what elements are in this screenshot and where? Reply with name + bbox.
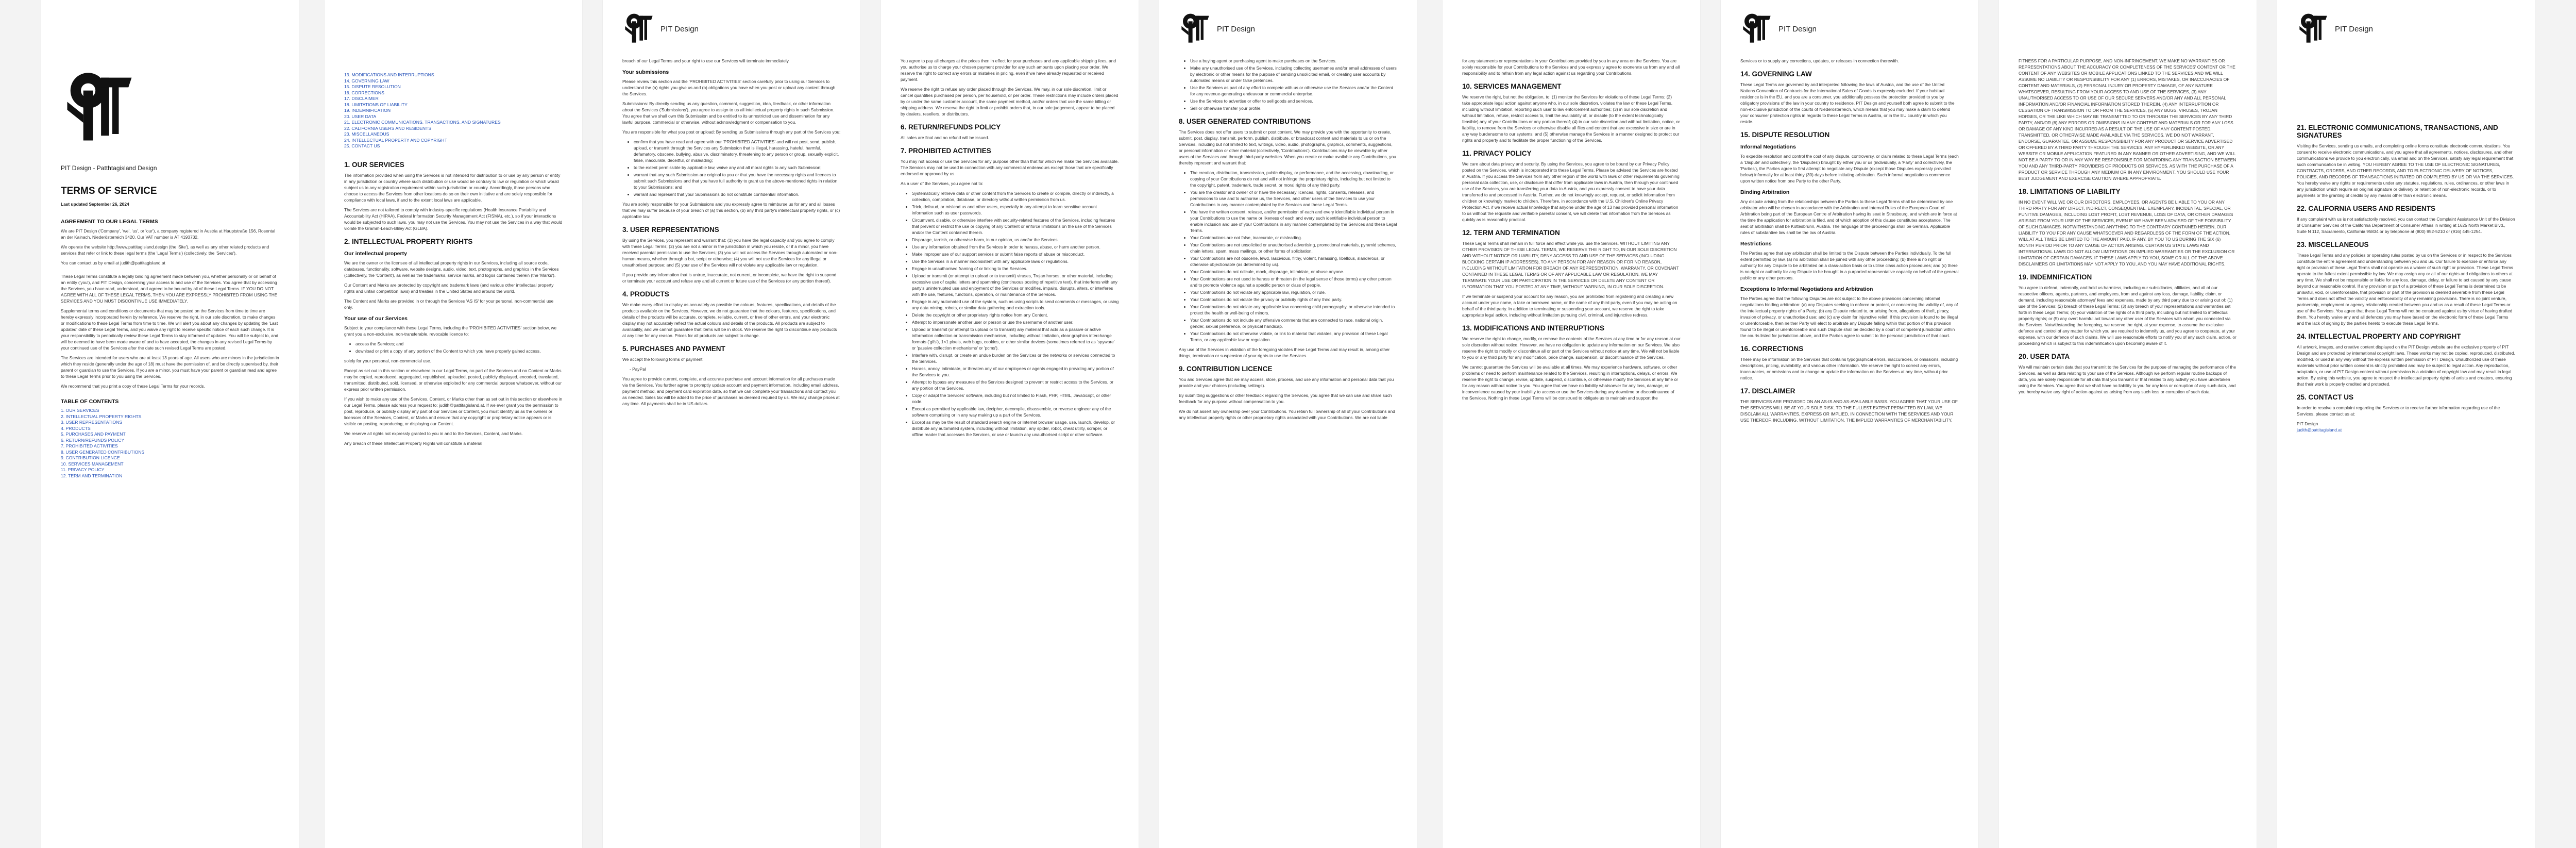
list-item: • Attempt to impersonate another user or person or use the username of another user. [912,319,1119,325]
section-heading: 25. CONTACT US [2297,393,2354,401]
list-item: • Your Contributions do not violate any applicable law concerning child pornography, or otherwise intended to protect the health or well-being of minors. [1190,304,1397,316]
list-item: • Circumvent, disable, or otherwise interfere with security-related features of the Services, including features that prevent or restrict the use or copying of any Content or enforce limitations on the use of the Services and/or the Content contained therein. [912,217,1119,236]
section-heading: 10. SERVICES MANAGEMENT [1462,82,1562,90]
toc-link[interactable]: 6. RETURN/REFUNDS POLICY [61,437,125,443]
list-item: • Interfere with, disrupt, or create an undue burden on the Services or the networks or services connected to the Services. [912,352,1119,364]
list-item: • Attempt to bypass any measures of the Services designed to prevent or restrict access to the Services, or any portion of the Services. [912,379,1119,391]
toc-link[interactable]: 14. GOVERNING LAW [344,78,389,84]
document-page-8 [1999,0,2257,848]
paragraph: Any breach of these Intellectual Property Rights will constitute a material [344,440,483,446]
paragraph: The Parties agree that the following Disputes are not subject to the above provisions concerning informal negotiations binding arbitration: (a) any Disputes seeking to enforce or protect, or concerning the validity of, any of the intellectual property rights of a Party; (b) any Dispute related to, or arising from, allegations of theft, piracy, invasion of privacy, or unauthorised use; and (c) any claim for injunctive relief. If this provision is found to be illegal or unenforceable, then neither Party will elect to arbitrate any Dispute falling within that portion of this provision found to be illegal or unenforceable and such Dispute shall be decided by a court of competent jurisdiction within the courts listed for jurisdiction above, and the Parties agree to submit to the personal jurisdiction of that court. [1740,296,1958,338]
subsection-heading: Binding Arbitration [1740,189,1790,195]
pit-logo-icon [61,70,138,147]
list-item: • Delete the copyright or other proprietary rights notice from any Content. [912,312,1119,318]
document-page-9 [2277,0,2535,848]
paragraph: To expedite resolution and control the cost of any dispute, controversy, or claim related to these Legal Terms (each a 'Dispute' and collectively, the 'Disputes') brought by either you or us (individually, a 'Party' and collectively, the 'Parties'), the Parties agree to first attempt to negotiate any Dispute (except those Disputes expressly provided below) informally for at least thirty (30) days before initiating arbitration. Such informal negotiations commence upon written notice from one Party to the other Party. [1740,154,1959,184]
paragraph: By using the Services, you represent and warrant that: (1) you have the legal capacity and you agree to comply with these Legal Terms; (2) you are not a minor in the jurisdiction in which you reside, or if a minor, you have received parental permission to use the Services; (3) you will not access the Services through automated or non-human means, whether through a bot, script or otherwise; (4) you will not use the Services for any illegal or unauthorised purpose; and (5) your use of the Services will not violate any applicable law or regulation. [622,238,838,268]
toc-link[interactable]: 16. CORRECTIONS [344,90,384,95]
brand-name: PIT Design [1217,24,1255,34]
list-item: • Trick, defraud, or mislead us and other users, especially in any attempt to learn sensitive account information such as user passwords. [912,204,1119,216]
list-item: • Upload or transmit (or attempt to upload or to transmit) viruses, Trojan horses, or other material, including excessive use of capital letters and spamming (continuous posting of repetitive text), that interferes with any party's uninterrupted use and enjoyment of the Services or modifies, impairs, disrupts, alters, or interferes with the use, features, functions, operation, or maintenance of the Services. [912,273,1119,297]
paragraph: We will maintain certain data that you transmit to the Services for the purpose of managing the performance of the Services, as well as data relating to your use of the Services. Although we perform regular routine backups of data, you are solely responsible for all data that you transmit or that relates to any activity you have undertaken using the Services. You agree that we shall have no liability to you for any loss or corruption of any such data, and you hereby waive any right of action against us arising from any such loss or corruption of such data. [2019,364,2236,394]
document-page-1 [41,0,299,848]
toc-link[interactable]: 25. CONTACT US [344,143,380,148]
list-item: • Engage in any automated use of the system, such as using scripts to send comments or messages, or using any data mining, robots, or similar data gathering and extraction tools. [912,298,1119,311]
section-heading: 14. GOVERNING LAW [1740,70,1812,78]
list-item: • Your Contributions are not obscene, lewd, lascivious, filthy, violent, harassing, libellous, slanderous, or otherwise objectionable (as determined by us). [1190,255,1397,268]
paragraph: Subject to your compliance with these Legal Terms, including the 'PROHIBITED ACTIVITIES' section below, we grant you a non-exclusive, non-transferable, revocable licence to: [344,325,557,337]
section-heading: 5. PURCHASES AND PAYMENT [622,345,725,353]
toc-link[interactable]: 1. OUR SERVICES [61,408,99,413]
paragraph: As a user of the Services, you agree not to: [901,181,984,186]
paragraph: We recommend that you print a copy of these Legal Terms for your records. [61,384,205,389]
pit-logo-icon [1179,12,1212,45]
subsection-heading: Your use of our Services [344,315,408,322]
paragraph: These Legal Terms and any policies or operating rules posted by us on the Services or in respect to the Services constitute the entire agreement and understanding between you and us. Our failure to exercise or enforce any right or provision of these Legal Terms shall not operate as a waiver of such right or provision. These Legal Terms operate to the fullest extent permissible by law. We may assign any or all of our rights and obligations to others at any time. We shall not be responsible or liable for any loss, damage, delay, or failure to act caused by any cause beyond our reasonable control. If any provision or part of a provision of these Legal Terms is determined to be unlawful, void, or unenforceable, that provision or part of the provision is deemed severable from these Legal Terms and does not affect the validity and enforceability of any remaining provisions. There is no joint venture, partnership, employment or agency relationship created between you and us as a result of these Legal Terms or use of the Services. You agree that these Legal Terms will not be construed against us by virtue of having drafted them. You hereby waive any and all defences you may have based on the electronic form of these Legal Terms and the lack of signing by the parties hereto to execute these Legal Terms. [2297,253,2513,326]
list-item: • You have the written consent, release, and/or permission of each and every identifiable individual person in your Contributions to use the name or likeness of each and every such identifiable individual person to enable inclusion and use of your Contributions in any manner contemplated by the Services and these Legal Terms. [1190,209,1397,234]
paragraph: If we terminate or suspend your account for any reason, you are prohibited from registering and creating a new account under your name, a fake or borrowed name, or the name of any third party, even if you may be acting on behalf of the third party. In addition to terminating or suspending your account, we reserve the right to take appropriate legal action, including without limitation pursuing civil, criminal, and injunctive redress. [1462,294,1677,318]
paragraph: In order to resolve a complaint regarding the Services or to receive further information regarding use of the Services, please contact us at: [2297,405,2500,417]
toc-link[interactable]: 18. LIMITATIONS OF LIABILITY [344,102,408,107]
paragraph: Except as set out in this section or elsewhere in our Legal Terms, no part of the Services and no Content or Marks may be copied, reproduced, aggregated, republished, uploaded, posted, publicly displayed, encoded, translated, transmitted, distributed, sold, licensed, or otherwise exploited for any commercial purpose whatsoever, without our express prior written permission. [344,368,562,392]
paragraph: We reserve all rights not expressly granted to you in and to the Services, Content, and Marks. [344,430,523,436]
paragraph: The Services does not offer users to submit or post content. We may provide you with the opportunity to create, submit, post, display, transmit, perform, publish, distribute, or broadcast content and materials to us or on the Services, including but not limited to text, writings, video, audio, photographs, graphics, comments, suggestions, or personal information or other material (collectively, 'Contributions'). Contributions may be viewable by other users of the Services and through third-party websites. When you create or make available any Contributions, you thereby represent and warrant that: [1179,129,1396,165]
paragraph: There may be information on the Services that contains typographical errors, inaccuracies, or omissions, including descriptions, pricing, availability, and various other information. We reserve the right to correct any errors, inaccuracies, or omissions and to change or update the information on the Services at any time, without prior notice. [1740,357,1958,380]
last-updated: Last updated September 26, 2024 [61,202,129,207]
paragraph: You and Services agree that we may access, store, process, and use any information and personal data that you provide and your choices (including settings). [1179,377,1394,388]
paragraph: You may not access or use the Services for any purpose other than that for which we make the Services available. The Services may not be used in connection with any commercial endeavours except those that are specifically endorsed or approved by us. [901,159,1119,176]
list-item: • Use any information obtained from the Services in order to harass, abuse, or harm another person. [912,244,1119,250]
contact-email-link[interactable]: judith@pattitagisland.at [2297,427,2342,433]
toc-link[interactable]: 10. SERVICES MANAGEMENT [61,461,124,467]
paragraph: solely for your personal, non-commercial use. [344,358,431,363]
paragraph: These Legal Terms shall remain in full force and effect while you use the Services. WITHOUT LIMITING ANY OTHER PROVISION OF THESE LEGAL TERMS, WE RESERVE THE RIGHT TO, IN OUR SOLE DISCRETION AND WITHOUT NOTICE OR LIABILITY, DENY ACCESS TO AND USE OF THE SERVICES (INCLUDING BLOCKING CERTAIN IP ADDRESSES), TO ANY PERSON FOR ANY REASON OR FOR NO REASON, INCLUDING WITHOUT LIMITATION FOR BREACH OF ANY REPRESENTATION, WARRANTY, OR COVENANT CONTAINED IN THESE LEGAL TERMS OR OF ANY APPLICABLE LAW OR REGULATION. WE MAY TERMINATE YOUR USE OR PARTICIPATION IN THE SERVICES OR DELETE ANY CONTENT OR INFORMATION THAT YOU POSTED AT ANY TIME, WITHOUT WARNING, IN OUR SOLE DISCRETION. [1462,241,1679,289]
toc-link[interactable]: 2. INTELLECTUAL PROPERTY RIGHTS [61,413,142,419]
paragraph: FITNESS FOR A PARTICULAR PURPOSE, AND NON-INFRINGEMENT. WE MAKE NO WARRANTIES OR REPRESENTATIONS ABOUT THE ACCURACY OR COMPLETENESS OF THE SERVICES' CONTENT OR THE CONTENT OF ANY WEBSITES OR MOBILE APPLICATIONS LINKED TO THE SERVICES AND WE WILL ASSUME NO LIABILITY OR RESPONSIBILITY FOR ANY (1) ERRORS, MISTAKES, OR INACCURACIES OF CONTENT AND MATERIALS, (2) PERSONAL INJURY OR PROPERTY DAMAGE, OF ANY NATURE WHATSOEVER, RESULTING FROM YOUR ACCESS TO AND USE OF THE SERVICES, (3) ANY UNAUTHORISED ACCESS TO OR USE OF OUR SECURE SERVERS AND/OR ANY AND ALL PERSONAL INFORMATION AND/OR FINANCIAL INFORMATION STORED THEREIN, (4) ANY INTERRUPTION OR CESSATION OF TRANSMISSION TO OR FROM THE SERVICES, (5) ANY BUGS, VIRUSES, TROJAN HORSES, OR THE LIKE WHICH MAY BE TRANSMITTED TO OR THROUGH THE SERVICES BY ANY THIRD PARTY, AND/OR (6) ANY ERRORS OR OMISSIONS IN ANY CONTENT AND MATERIALS OR FOR ANY LOSS OR DAMAGE OF ANY KIND INCURRED AS A RESULT OF THE USE OF ANY CONTENT POSTED, TRANSMITTED, OR OTHERWISE MADE AVAILABLE VIA THE SERVICES. WE DO NOT WARRANT, ENDORSE, GUARANTEE, OR ASSUME RESPONSIBILITY FOR ANY PRODUCT OR SERVICE ADVERTISED OR OFFERED BY A THIRD PARTY THROUGH THE SERVICES, ANY HYPERLINKED WEBSITE, OR ANY WEBSITE OR MOBILE APPLICATION FEATURED IN ANY BANNER OR OTHER ADVERTISING, AND WE WILL NOT BE A PARTY TO OR IN ANY WAY BE RESPONSIBLE FOR MONITORING ANY TRANSACTION BETWEEN YOU AND ANY THIRD-PARTY PROVIDERS OF PRODUCTS OR SERVICES. AS WITH THE PURCHASE OF A PRODUCT OR SERVICE THROUGH ANY MEDIUM OR IN ANY ENVIRONMENT, YOU SHOULD USE YOUR BEST JUDGEMENT AND EXERCISE CAUTION WHERE APPROPRIATE. [2019,58,2236,181]
paragraph: Supplemental terms and conditions or documents that may be posted on the Services from time to time are hereby expressly incorporated herein by reference. We reserve the right, in our sole discretion, to make changes or modifications to these Legal Terms from time to time. We will alert you about any changes by updating the 'Last updated' date of these Legal Terms, and you waive any right to receive specific notice of each such change. It is your responsibility to periodically review these Legal Terms to stay informed of updates. You will be subject to, and will be deemed to have been made aware of and to have accepted, the changes in any revised Legal Terms by your continued use of the Services after the date such revised Legal Terms are posted. [61,308,279,351]
list-item: • Systematically retrieve data or other content from the Services to create or compile, directly or indirectly, a collection, compilation, database, or directory without written permission from us. [912,190,1119,203]
paragraph: Services or to supply any corrections, updates, or releases in connection therewith. [1740,58,1899,63]
list-item: • Your Contributions are not used to harass or threaten (in the legal sense of those terms) any other person and to promote violence against a specific person or class of people. [1190,276,1397,288]
list-item: • Your Contributions are not false, inaccurate, or misleading. [1190,235,1397,241]
paragraph: We reserve the right to refuse any order placed through the Services. We may, in our sole discretion, limit or cancel quantities purchased per person, per household, or per order. These restrictions may include orders placed by or under the same customer account, the same payment method, and/or orders that use the same billing or shipping address. We reserve the right to limit or prohibit orders that, in our sole judgement, appear to be placed by dealers, resellers, or distributors. [901,87,1118,117]
subsection-heading: Your submissions [622,69,669,75]
toc-link[interactable]: 12. TERM AND TERMINATION [61,473,123,478]
list-item: • Copy or adapt the Services' software, including but not limited to Flash, PHP, HTML, JavaScript, or other code. [912,392,1119,405]
document-page-5 [1159,0,1417,848]
list-item: • warrant that any such Submission are original to you or that you have the necessary rights and licences to submit such Submissions and that you have full authority to grant us the above-mentioned rights in relation to your Submissions; and [634,172,841,190]
section-heading: 17. DISCLAIMER [1740,387,1795,395]
toc-link[interactable]: 24. INTELLECTUAL PROPERTY AND COPYRIGHT [344,137,447,143]
paragraph: We cannot guarantee the Services will be available at all times. We may experience hardware, software, or other problems or need to perform maintenance related to the Services, resulting in interruptions, delays, or errors. We reserve the right to change, revise, update, suspend, discontinue, or otherwise modify the Services at any time or for any reason without notice to you. You agree that we have no liability whatsoever for any loss, damage, or inconvenience caused by your inability to access or use the Services during any downtime or discontinuance of the Services. Nothing in these Legal Terms will be construed to obligate us to maintain and support the [1462,364,1678,401]
paragraph: We care about data privacy and security. By using the Services, you agree to be bound by our Privacy Policy posted on the Services, which is incorporated into these Legal Terms. Please be advised the Services are hosted in Austria. If you access the Services from any other region of the world with laws or other requirements governing personal data collection, use, or disclosure that differ from applicable laws in Austria, then through your continued use of the Services, you are transferring your data to Austria, and you expressly consent to have your data transferred to and processed in Austria. Further, we do not knowingly accept, request, or solicit information from children or knowingly market to children. Therefore, in accordance with the U.S. Children's Online Privacy Protection Act, if we receive actual knowledge that anyone under the age of 13 has provided personal information to us without the requisite and verifiable parental consent, we will delete that information from the Services as quickly as is reasonably practical. [1462,161,1680,222]
payment-method: - PayPal [630,367,646,372]
page-header [622,0,841,58]
paragraph: Our Content and Marks are protected by copyright and trademark laws (and various other intellectual property rights and unfair competition laws) and treaties in the United States and around the world. [344,282,554,294]
paragraph: You agree to pay all charges at the prices then in effect for your purchases and any applicable shipping fees, and you authorise us to charge your chosen payment provider for any such amounts upon placing your order. We reserve the right to correct any errors or mistakes in pricing, even if we have already requested or received payment. [901,58,1116,82]
section-heading: 15. DISPUTE RESOLUTION [1740,131,1830,139]
list-item: • Use the Services in a manner inconsistent with any applicable laws or regulations. [912,258,1119,264]
contact-name: PIT Design [2297,421,2318,426]
paragraph: All artwork, images, and creative content displayed on the PIT Design website are the exclusive property of PIT Design and are protected by international copyright laws. These works may not be copied, reproduced, distributed, modified, or used in any way without the express written permission of PIT Design. Unauthorized use of these materials without prior written consent is strictly prohibited and may be subject to legal action. Any reproduction, adaptation, or use of PIT Design content without permission is a violation of copyright law and may result in legal action. By using this website, you agree to respect the intellectual property rights of artists and creators, ensuring that their work is properly credited and protected. [2297,344,2515,387]
page-header [1179,0,1397,58]
section-heading: 7. PROHIBITED ACTIVITIES [901,147,991,155]
list-item: • warrant and represent that your Submissions do not constitute confidential information. [634,191,841,197]
paragraph: We are PIT Design ('Company', 'we', 'us', or 'our'), a company registered in Austria at Hauptstraße 156, Rosental an der Kainach, Niederösterreich 3420. Our VAT number is AT 4193732. [61,228,276,240]
section-heading: 13. MODIFICATIONS AND INTERRUPTIONS [1462,324,1605,332]
document-page-2 [325,0,582,848]
list-item: • Your Contributions do not violate the privacy or publicity rights of any third party. [1190,296,1397,303]
list-item: • Except as permitted by applicable law, decipher, decompile, disassemble, or reverse engineer any of the software comprising or in any way making up a part of the Services. [912,406,1119,418]
paragraph: IN NO EVENT WILL WE OR OUR DIRECTORS, EMPLOYEES, OR AGENTS BE LIABLE TO YOU OR ANY THIRD PARTY FOR ANY DIRECT, INDIRECT, CONSEQUENTIAL, EXEMPLARY, INCIDENTAL, SPECIAL, OR PUNITIVE DAMAGES, INCLUDING LOST PROFIT, LOST REVENUE, LOSS OF DATA, OR OTHER DAMAGES ARISING FROM YOUR USE OF THE SERVICES, EVEN IF WE HAVE BEEN ADVISED OF THE POSSIBILITY OF SUCH DAMAGES. NOTWITHSTANDING ANYTHING TO THE CONTRARY CONTAINED HEREIN, OUR LIABILITY TO YOU FOR ANY CAUSE WHATSOEVER AND REGARDLESS OF THE FORM OF THE ACTION, WILL AT ALL TIMES BE LIMITED TO THE AMOUNT PAID, IF ANY, BY YOU TO US DURING THE SIX (6) MONTH PERIOD PRIOR TO ANY CAUSE OF ACTION ARISING. CERTAIN US STATE LAWS AND INTERNATIONAL LAWS DO NOT ALLOW LIMITATIONS ON IMPLIED WARRANTIES OR THE EXCLUSION OR LIMITATION OF CERTAIN DAMAGES. IF THESE LAWS APPLY TO YOU, SOME OR ALL OF THE ABOVE DISCLAIMERS OR LIMITATIONS MAY NOT APPLY TO YOU, AND YOU MAY HAVE ADDITIONAL RIGHTS. [2019,199,2235,267]
paragraph: We accept the following forms of payment: [622,357,704,362]
list-item: • Your Contributions do not ridicule, mock, disparage, intimidate, or abuse anyone. [1190,269,1397,275]
toc-link[interactable]: 20. USER DATA [344,113,377,119]
document-page-4 [881,0,1139,848]
toc-link[interactable]: 13. MODIFICATIONS AND INTERRUPTIONS [344,72,434,77]
paragraph: Any use of the Services in violation of the foregoing violates these Legal Terms and may result in, among other things, termination or suspension of your rights to use the Services. [1179,347,1390,358]
section-heading: 1. OUR SERVICES [344,160,404,169]
toc-link[interactable]: 21. ELECTRONIC COMMUNICATIONS, TRANSACTIONS, AND SIGNATURES [344,120,501,125]
section-heading: 20. USER DATA [2019,353,2070,360]
brand-name: PIT Design [660,24,699,34]
toc-link[interactable]: 17. DISCLAIMER [344,96,379,101]
list-item: • Disparage, tarnish, or otherwise harm, in our opinion, us and/or the Services. [912,237,1119,243]
list-item: • Except as may be the result of standard search engine or Internet browser usage, use, launch, develop, or distribute any automated system, including without limitation, any spider, robot, cheat utility, scraper, or offline reader that accesses the Services, or use or launch any unauthorised script or other software. [912,419,1119,438]
subsection-heading: Our intellectual property [344,250,407,257]
bullet-list [901,190,1119,438]
pit-logo-icon [2297,12,2330,45]
toc-link[interactable]: 9. CONTRIBUTION LICENCE [61,455,120,460]
paragraph: The Services are not tailored to comply with industry-specific regulations (Health Insurance Portability and Accountability Act (HIPAA), Federal Information Security Management Act (FISMA), etc.), so if your interactions would be subjected to such laws, you may not use the Services. You may not use the Services in a way that would violate the Gramm-Leach-Bliley Act (GLBA). [344,207,563,231]
bullet-list [622,139,841,197]
toc-heading: TABLE OF CONTENTS [61,398,119,405]
brand-name: PIT Design [1778,24,1817,34]
page-header [2297,0,2515,58]
list-item: • Upload or transmit (or attempt to upload or to transmit) any material that acts as a passive or active information collection or transmission mechanism, including without limitation, clear graphics interchange formats ('gifs'), 1×1 pixels, web bugs, cookies, or other similar devices (sometimes referred to as 'spyware' or 'passive collection mechanisms' or 'pcms'). [912,326,1119,351]
paragraph: The information provided when using the Services is not intended for distribution to or use by any person or entity in any jurisdiction or country where such distribution or use would be contrary to law or regulation or which would subject us to any registration requirement within such jurisdiction or country. Accordingly, those persons who choose to access the Services from other locations do so on their own initiative and are solely responsible for compliance with local laws, if and to the extent local laws are applicable. [344,172,561,203]
paragraph: Submissions: By directly sending us any question, comment, suggestion, idea, feedback, or other information about the Services ('Submissions'), you agree to assign to us all intellectual property rights in such Submission. You agree that we shall own this Submission and be entitled to its unrestricted use and dissemination for any lawful purpose, commercial or otherwise, without acknowledgment or compensation to you. [622,101,835,125]
list-item: • Harass, annoy, intimidate, or threaten any of our employees or agents engaged in providing any portion of the Services to you. [912,365,1119,378]
toc-link[interactable]: 7. PROHIBITED ACTIVITIES [61,443,118,448]
paragraph: We are the owner or the licensee of all intellectual property rights in our Services, including all source code, databases, functionality, software, website designs, audio, video, text, photographs, and graphics in the Services (collectively, the 'Content'), as well as the trademarks, service marks, and logos contained therein (the 'Marks'). [344,260,559,278]
paragraph: These Legal Terms constitute a legally binding agreement made between you, whether personally or on behalf of an entity ('you'), and PIT Design, concerning your access to and use of the Services. You agree that by accessing the Services, you have read, understood, and agreed to be bound by all of these Legal Terms. IF YOU DO NOT AGREE WITH ALL OF THESE LEGAL TERMS, THEN YOU ARE EXPRESSLY PROHIBITED FROM USING THE SERVICES AND YOU MUST DISCONTINUE USE IMMEDIATELY. [61,274,278,304]
paragraph: Any dispute arising from the relationships between the Parties to these Legal Terms shall be determined by one arbitrator who will be chosen in accordance with the Arbitration and Internal Rules of the European Court of Arbitration being part of the European Centre of Arbitration having its seat in Strasbourg, and which are in force at the time the application for arbitration is filed, and of which adoption of this clause constitutes acceptance. The seat of arbitration shall be Kottesbrunn, Austria. The language of the proceedings shall be German. Applicable rules of substantive law shall be the law of Austria. [1740,199,1957,235]
paragraph: We reserve the right, but not the obligation, to: (1) monitor the Services for violations of these Legal Terms; (2) take appropriate legal action against anyone who, in our sole discretion, violates the law or these Legal Terms, including without limitation, reporting such user to law enforcement authorities; (3) in our sole discretion and without limitation, refuse, restrict access to, limit the availability of, or disable (to the extent technologically feasible) any of your Contributions or any portion thereof; (4) in our sole discretion and without limitation, notice, or liability, to remove from the Services or otherwise disable all files and content that are excessive in size or are in any way burdensome to our systems; and (5) otherwise manage the Services in a manner designed to protect our rights and property and to facilitate the proper functioning of the Services. [1462,94,1680,143]
bullet-list [1179,58,1397,111]
section-heading: 22. CALIFORNIA USERS AND RESIDENTS [2297,205,2436,212]
list-item: • confirm that you have read and agree with our 'PROHIBITED ACTIVITIES' and will not post, send, publish, upload, or transmit through the Services any Submission that is illegal, harassing, hateful, harmful, defamatory, obscene, bullying, abusive, discriminatory, threatening to any person or group, sexually explicit, false, inaccurate, deceitful, or misleading; [634,139,841,163]
paragraph: Please review this section and the 'PROHIBITED ACTIVITIES' section carefully prior to using our Services to understand the (a) rights you give us and (b) obligations you have when you post or upload any content through the Services. [622,79,836,96]
paragraph: We operate the website http://www.pattitagisland.design (the 'Site'), as well as any other related products and services that refer or link to these legal terms (the 'Legal Terms') (collectively, the 'Services'). [61,244,269,256]
bullet-list [344,341,563,354]
section-heading: 21. ELECTRONIC COMMUNICATIONS, TRANSACTIONS, AND SIGNATURES [2297,124,2498,139]
brand-logo [61,70,279,160]
paragraph: These Legal Terms are governed by and interpreted following the laws of Austria, and the use of the United Nations Convention of Contracts for the International Sales of Goods is expressly excluded. If your habitual residence is in the EU, and you are a consumer, you additionally possess the protection provided to you by obligatory provisions of the law in your country to residence. PIT Design and yourself both agree to submit to the non-exclusive jurisdiction of the courts of Niederösterreich, which means that you may make a claim to defend your consumer protection rights in regards to these Legal Terms in Austria, or in the EU country in which you reside. [1740,82,1955,124]
paragraph: The Parties agree that any arbitration shall be limited to the Dispute between the Parties individually. To the full extent permitted by law, (a) no arbitration shall be joined with any other proceeding; (b) there is no right or authority for any Dispute to be arbitrated on a class-action basis or to utilise class action procedures; and (c) there is no right or authority for any Dispute to be brought in a purported representative capacity on behalf of the general public or any other persons. [1740,251,1959,280]
list-item: • download or print a copy of any portion of the Content to which you have properly gained access, [355,348,563,354]
toc-link[interactable]: 8. USER GENERATED CONTRIBUTIONS [61,449,145,455]
paragraph: All sales are final and no refund will be issued. [901,135,989,140]
paragraph: The Content and Marks are provided in or through the Services 'AS IS' for your personal, non-commercial use only. [344,298,554,310]
section-heading: 16. CORRECTIONS [1740,345,1804,353]
section-heading: 8. USER GENERATED CONTRIBUTIONS [1179,118,1311,125]
toc-link[interactable]: 5. PURCHASES AND PAYMENT [61,431,126,437]
document-page-6 [1443,0,1700,848]
list-item: • Sell or otherwise transfer your profile. [1190,105,1397,111]
paragraph: breach of our Legal Terms and your right to use our Services will terminate immediately. [622,58,790,63]
paragraph: By submitting suggestions or other feedback regarding the Services, you agree that we can use and share such feedback for any purpose without compensation to you. [1179,393,1392,404]
subsection-heading: Exceptions to Informal Negotiations and Arbitration [1740,286,1873,292]
paragraph: We do not assert any ownership over your Contributions. You retain full ownership of all of your Contributions and any intellectual property rights or other proprietary rights associated with your Contributions. We are not liable [1179,409,1395,420]
toc-link[interactable]: 3. USER REPRESENTATIONS [61,420,123,425]
paragraph: If you provide any information that is untrue, inaccurate, not current, or incomplete, we have the right to suspend or terminate your account and refuse any and all current or future use of the Services (or any portion thereof). [622,272,837,284]
list-item: • Your Contributions do not violate any applicable law, regulation, or rule. [1190,289,1397,295]
toc-link[interactable]: 4. PRODUCTS [61,425,91,431]
document-page-7 [1721,0,1978,848]
list-item: • Engage in unauthorised framing of or linking to the Services. [912,265,1119,272]
paragraph: We make every effort to display as accurately as possible the colours, features, specifications, and details of the products available on the Services. However, we do not guarantee that the colours, features, specifications, and details of the products will be accurate, complete, reliable, current, or free of other errors, and your electronic display may not accurately reflect the actual colours and details of the products. All products are subject to availability, and we cannot guarantee that items will be in stock. We reserve the right to discontinue any products at any time for any reason. Prices for all products are subject to change. [622,302,837,338]
list-item: • access the Services; and [355,341,563,347]
paragraph: THE SERVICES ARE PROVIDED ON AN AS-IS AND AS-AVAILABLE BASIS. YOU AGREE THAT YOUR USE OF THE SERVICES WILL BE AT YOUR SOLE RISK. TO THE FULLEST EXTENT PERMITTED BY LAW, WE DISCLAIM ALL WARRANTIES, EXPRESS OR IMPLIED, IN CONNECTION WITH THE SERVICES AND YOUR USE THEREOF, INCLUDING, WITHOUT LIMITATION, THE IMPLIED WARRANTIES OF MERCHANTABILITY, [1740,399,1958,423]
paragraph: If you wish to make any use of the Services, Content, or Marks other than as set out in this section or elsewhere in our Legal Terms, please address your request to: judith@pattitagisland.at. If we ever grant you the permission to post, reproduce, or publicly display any part of our Services or Content, you must identify us as the owners or licensors of the Services, Content, or Marks and ensure that any copyright or proprietary notice appears or is visible on posting, reproducing, or displaying our Content. [344,396,563,426]
paragraph: You can contact us by email at judith@pattitagisland.at [61,260,165,265]
toc-link[interactable]: 23. MISCELLANEOUS [344,131,389,137]
page-header [1740,0,1959,58]
document-page-3 [603,0,860,848]
list-item: • Make any unauthorised use of the Services, including collecting usernames and/or email addresses of users by electronic or other means for the purpose of sending unsolicited email, or creating user accounts by automated means or under false pretences. [1190,65,1397,84]
brand-full-name: PIT Design - Patthtagisland Design [61,164,157,172]
section-heading: 2. INTELLECTUAL PROPERTY RIGHTS [344,237,473,245]
table-of-contents [61,408,279,479]
section-heading: 19. INDEMNIFICATION [2019,273,2092,281]
section-heading: 23. MISCELLANEOUS [2297,241,2369,248]
toc-link[interactable]: 22. CALIFORNIA USERS AND RESIDENTS [344,125,432,131]
paragraph: We reserve the right to change, modify, or remove the contents of the Services at any time or for any reason at our sole discretion without notice. However, we have no obligation to update any information on our Services. We also reserve the right to modify or discontinue all or part of the Services without notice at any time. We will not be liable to you or any third party for any modification, price change, suspension, or discontinuance of the Services. [1462,336,1681,360]
section-heading: 12. TERM AND TERMINATION [1462,229,1560,237]
subsection-heading: Restrictions [1740,241,1772,247]
table-of-contents-continued [344,72,563,149]
section-heading: 9. CONTRIBUTION LICENCE [1179,365,1273,373]
section-heading: 3. USER REPRESENTATIONS [622,226,719,234]
list-item: • The creation, distribution, transmission, public display, or performance, and the accessing, downloading, or copying of your Contributions do not and will not infringe the proprietary rights, including but not limited to the copyright, patent, trademark, trade secret, or moral rights of any third party. [1190,170,1397,188]
paragraph: Visiting the Services, sending us emails, and completing online forms constitute electronic communications. You consent to receive electronic communications, and you agree that all agreements, notices, disclosures, and other communications we provide to you electronically, via email and on the Services, satisfy any legal requirement that such communication be in writing. YOU HEREBY AGREE TO THE USE OF ELECTRONIC SIGNATURES, CONTRACTS, ORDERS, AND OTHER RECORDS, AND TO ELECTRONIC DELIVERY OF NOTICES, POLICIES, AND RECORDS OF TRANSACTIONS INITIATED OR COMPLETED BY US OR VIA THE SERVICES. You hereby waive any rights or requirements under any statutes, regulations, rules, ordinances, or other laws in any jurisdiction which require an original signature or delivery or retention of non-electronic records, or to payments or the granting of credits by any means other than electronic means. [2297,143,2514,198]
paragraph: You agree to defend, indemnify, and hold us harmless, including our subsidiaries, affiliates, and all of our respective officers, agents, partners, and employees, from and against any loss, damage, liability, claim, or demand, including reasonable attorneys' fees and expenses, made by any third party due to or arising out of: (1) use of the Services; (2) breach of these Legal Terms; (3) any breach of your representations and warranties set forth in these Legal Terms; (4) your violation of the rights of a third party, including but not limited to intellectual property rights; or (5) any overt harmful act toward any other user of the Services with whom you connected via the Services. Notwithstanding the foregoing, we reserve the right, at your expense, to assume the exclusive defence and control of any matter for which you are required to indemnify us, and you agree to cooperate, at your expense, with our defence of such claims. We will use reasonable efforts to notify you of any such claim, action, or proceeding which is subject to this indemnification upon becoming aware of it. [2019,285,2236,346]
paragraph: If any complaint with us is not satisfactorily resolved, you can contact the Complaint Assistance Unit of the Division of Consumer Services of the California Department of Consumer Affairs in writing at 1625 North Market Blvd., Suite N 112, Sacramento, California 95834 or by telephone at (800) 952-5210 or (916) 445-1254. [2297,217,2515,234]
list-item: • Your Contributions are not unsolicited or unauthorised advertising, promotional materials, pyramid schemes, chain letters, spam, mass mailings, or other forms of solicitation. [1190,242,1397,254]
bullet-list [1179,170,1397,343]
pit-logo-icon [622,12,655,45]
section-heading: 11. PRIVACY POLICY [1462,149,1532,157]
page-title: TERMS OF SERVICE [61,186,157,196]
section-heading: 18. LIMITATIONS OF LIABILITY [2019,188,2121,195]
list-item: • Your Contributions do not include any offensive comments that are connected to race, national origin, gender, sexual preference, or physical handicap. [1190,317,1397,329]
section-heading: 4. PRODUCTS [622,290,669,298]
section-heading: 24. INTELLECTUAL PROPERTY AND COPYRIGHT [2297,332,2461,340]
toc-link[interactable]: 15. DISPUTE RESOLUTION [344,84,401,89]
list-item: • Your Contributions do not otherwise violate, or link to material that violates, any provision of these Legal Terms, or any applicable law or regulation. [1190,330,1397,343]
paragraph: The Services are intended for users who are at least 13 years of age. All users who are minors in the jurisdiction in which they reside (generally under the age of 18) must have the permission of, and be directly supervised by, their parent or guardian to use the Services. If you are a minor, you must have your parent or guardian read and agree to these Legal Terms prior to you using the Services. [61,355,279,379]
brand-name: PIT Design [2335,24,2373,34]
agreement-heading: AGREEMENT TO OUR LEGAL TERMS [61,219,158,225]
paragraph: You agree to provide current, complete, and accurate purchase and account information for all purchases made via the Services. You further agree to promptly update account and payment information, including email address, payment method, and payment card expiration date, so that we can complete your transactions and contact you as needed. Sales tax will be added to the price of purchases as deemed required by us. We may change prices at any time. All payments shall be in US dollars. [622,376,840,406]
paragraph: You are solely responsible for your Submissions and you expressly agree to reimburse us for any and all losses that we may suffer because of your breach of (a) this section, (b) any third party's intellectual property rights, or (c) applicable law. [622,202,840,219]
pit-logo-icon [1740,12,1773,45]
subsection-heading: Informal Negotiations [1740,144,1796,150]
section-heading: 6. RETURN/REFUNDS POLICY [901,123,1001,131]
list-item: • to the extent permissible by applicable law, waive any and all moral rights to any such Submission; [634,164,841,171]
paragraph: You are responsible for what you post or upload: By sending us Submissions through any part of the Services you: [622,129,841,135]
paragraph: for any statements or representations in your Contributions provided by you in any area on the Services. You are solely responsible for your Contributions to the Services and you expressly agree to exonerate us from any and all responsibility and to refrain from any legal action against us regarding your Contributions. [1462,58,1680,76]
list-item: • Use the Services to advertise or offer to sell goods and services. [1190,98,1397,104]
list-item: • Make improper use of our support services or submit false reports of abuse or misconduct. [912,251,1119,257]
toc-link[interactable]: 19. INDEMNIFICATION [344,108,391,113]
list-item: • You are the creator and owner of or have the necessary licences, rights, consents, releases, and permissions to use and to authorise us, the Services, and other users of the Services to use your Contributions in any manner contemplated by the Services and these Legal Terms. [1190,189,1397,208]
list-item: • Use a buying agent or purchasing agent to make purchases on the Services. [1190,58,1397,64]
toc-link[interactable]: 11. PRIVACY POLICY [61,467,105,472]
list-item: • Use the Services as part of any effort to compete with us or otherwise use the Services and/or the Content for any revenue-generating endeavour or commercial enterprise. [1190,85,1397,97]
